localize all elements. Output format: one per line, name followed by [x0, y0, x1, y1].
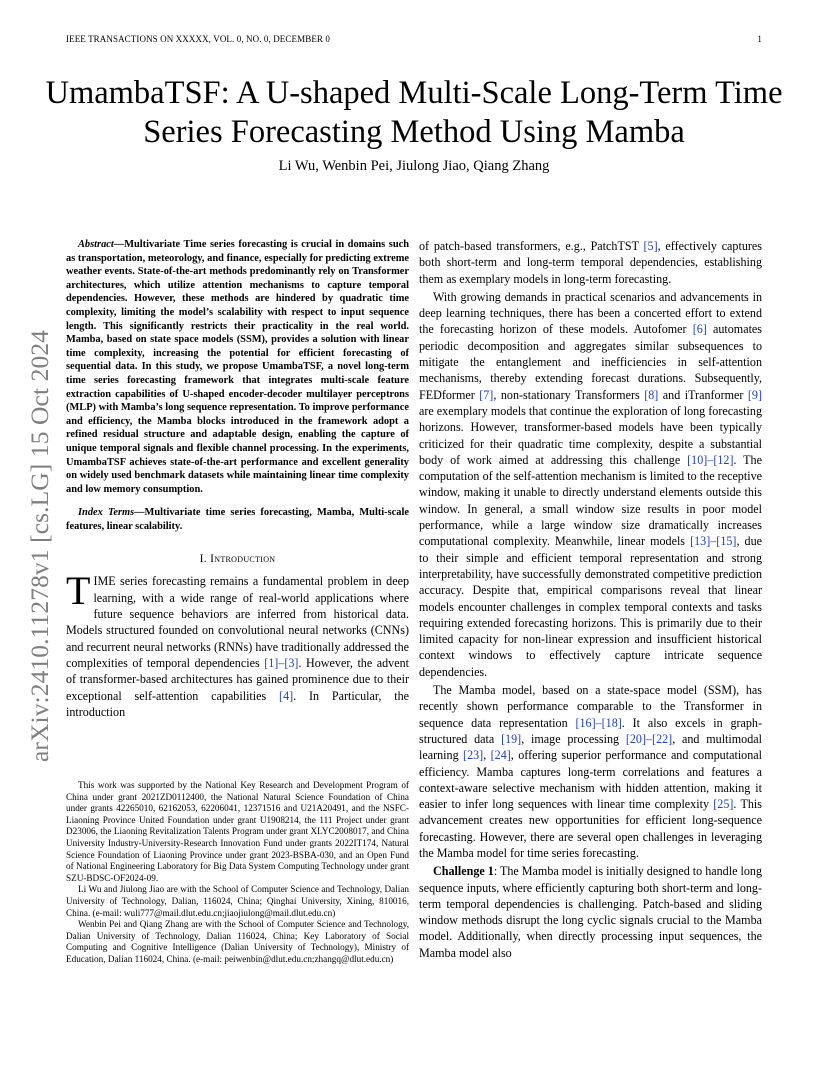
- arxiv-sidebar: arXiv:2410.11278v1 [cs.LG] 15 Oct 2024: [25, 329, 54, 762]
- right-column: [419, 238, 762, 963]
- abstract-lead: Abstract: [78, 239, 114, 250]
- section-numeral: I.: [199, 553, 207, 566]
- left-column: [66, 238, 409, 720]
- intro-paragraph: [66, 568, 410, 720]
- text-run: automates periodic decomposition and aggregates similar subsequences to mitigate the entanglement and inefficiencies in self-attention mechanisms, thereby extending forecast durations. Subsequently, FEDformer: [419, 322, 762, 402]
- intro-text-start: IME series forecasting remains a fundamental problem in deep learning, with a wide range of real-world applications where future sequence behaviors are inferred from historical data. Models structured founded on convolutional neural networks (CNNs) and recurrent neural networks (RNNs) have traditionally addressed the complexities of temporal dependencies: [66, 574, 409, 670]
- text-run: With growing demands in practical scenarios and advancements in deep learning techniques, there has been a concerted effort to extend the forecasting horizon of these models. Autofomer: [419, 289, 762, 337]
- text-run: and iTranformer: [658, 387, 748, 402]
- footnote-affiliation-1: Li Wu and Jiulong Jiao are with the School of Computer Science and Technology, Dalian University of Technology, Dalian, 116024, China; Qinghai University, Xining, 810016, China. (e-mail: wuli777@mail.dlut.edu.cn;jiaojiulong@mail.dlut.edu.cn): [66, 884, 409, 918]
- text-run: are exemplary models that continue the exploration of long forecasting horizons. However, transformer-based models have been typically criticized for their quadratic time complexity, despite a substantial body of work aimed at addressing this challenge: [419, 403, 762, 467]
- index-terms: [66, 506, 409, 533]
- citation-link[interactable]: [9]: [747, 387, 762, 402]
- page-number: 1: [757, 34, 762, 44]
- text-run: , and multimodal learning: [419, 731, 763, 763]
- right-paragraph-1: [419, 238, 762, 287]
- text-run: The Mamba model, based on a state-space model (SSM), has recently shown performance comparable to the Transformer in sequence data representation: [419, 683, 762, 730]
- text-run: , due to their simple and efficient temporal representation and strong interpretability, have successfully demonstrated competitive prediction accuracy. Despite that, empirical comparisons reveal that linear models encounter challenges in complex temporal contexts and tasks requiring extended forecasting horizons. This is primarily due to their limited capacity for non-linear expression and insufficient historical context windows to effectively capture intricate sequence dependencies.: [419, 534, 762, 679]
- footnotes: [66, 780, 409, 966]
- citation-link[interactable]: [20]–[22]: [625, 731, 673, 746]
- citation-link[interactable]: [16]–[18]: [575, 715, 622, 730]
- citation-link[interactable]: [4]: [279, 688, 294, 703]
- abstract: [66, 238, 409, 496]
- text-run: , image processing: [521, 731, 626, 746]
- section-title: Introduction: [210, 553, 276, 566]
- citation-link[interactable]: [23]: [463, 748, 484, 763]
- citation-link[interactable]: [1]–[3]: [264, 655, 299, 670]
- index-terms-lead: Index Terms: [78, 507, 135, 519]
- text-run: . It also excels in graph-structured data: [419, 715, 763, 746]
- right-paragraph-3: [419, 682, 762, 861]
- citation-link[interactable]: [5]: [643, 239, 658, 253]
- section-heading-introduction: [66, 553, 409, 565]
- intro-text-end: . In Particular, the introduction: [66, 688, 410, 719]
- journal-line: IEEE TRANSACTIONS ON XXXXX, VOL. 0, NO. 0, DECEMBER 0: [66, 34, 330, 44]
- text-run: : The Mamba model is initially designed to handle long sequence inputs, where efficiently capturing both short-term and long-term temporal dependencies is challenging. Patch-based and sliding window methods disrupt the long cyclic signals crucial to the Mamba model. Additionally, when directly processing input sequences, the Mamba model also: [419, 864, 762, 960]
- citation-link[interactable]: [13]–[15]: [690, 534, 737, 549]
- text-run: . The computation of the self-attention mechanism is limited to the receptive window, making it unable to directly understand elements outside this window. In general, a small window size results in poor model performance, while a large window size dramatically increases computational complexity. Meanwhile, linear models: [419, 452, 762, 549]
- text-run: , non-stationary Transformers: [493, 387, 645, 402]
- right-paragraph-4: [419, 863, 762, 961]
- text-run: , effectively captures both short-term and long-term temporal dependencies, establishing them as exemplary models in long-term forecasting.: [419, 239, 762, 286]
- citation-link[interactable]: [25]: [713, 797, 734, 812]
- challenge-lead: Challenge 1: [433, 864, 494, 879]
- paper-title: UmambaTSF: A U-shaped Multi-Scale Long-Term Time Series Forecasting Method Using Mamba: [45, 75, 783, 150]
- citation-link[interactable]: [8]: [644, 387, 659, 402]
- footnote-affiliation-2: Wenbin Pei and Qiang Zhang are with the School of Computer Science and Technology, Dalian University of Technology, Dalian 116024, China; Key Laboratory of Social Computing and Cognitive Intelligence (Dalian University of Technology), Ministry of Education, Dalian 116024, China. (e-mail: peiwenbin@dlut.edu.cn;zhangq@dlut.edu.cn): [66, 919, 409, 964]
- author-list: Li Wu, Wenbin Pei, Jiulong Jiao, Qiang Zhang: [278, 158, 550, 174]
- dropcap-letter: T: [66, 568, 91, 614]
- text-run: , offering superior performance and computational efficiency. Mamba captures long-term correlations and features a context-aware selective mechanism with hidden attention, making it easier to infer long sequences with linear time complexity: [419, 748, 762, 812]
- citation-link[interactable]: [7]: [479, 387, 494, 402]
- citation-link[interactable]: [10]–[12]: [687, 452, 734, 467]
- citation-link[interactable]: [24]: [490, 748, 511, 763]
- text-run: ,: [483, 748, 491, 763]
- index-terms-text: —Multivariate time series forecasting, Mamba, Multi-scale features, linear scalability.: [66, 507, 409, 532]
- right-paragraph-2: [419, 289, 762, 680]
- running-header: [66, 34, 762, 44]
- abstract-text: —Multivariate Time series forecasting is crucial in domains such as transportation, meteorology, and finance, especially for predicting extreme weather events. State-of-the-art methods predominantly rely on Transformer architectures, which utilize attention mechanisms to capture temporal dependencies. However, these methods are hindered by quadratic time complexity, limiting the model’s scalability with respect to input sequence length. This significantly restricts their practicality in the real world. Mamba, based on state space models (SSM), provides a solution with linear time complexity, increasing the potential for efficient forecasting of sequential data. In this study, we propose UmambaTSF, a novel long-term time series forecasting framework that integrates multi-scale feature extraction capabilities of U-shaped encoder-decoder multilayer perceptrons (MLP) with Mamba’s long sequence representation. To improve performance and efficiency, the Mamba blocks introduced in the framework adopt a refined residual structure and adaptable design, enabling the capture of unique temporal signals and flexible channel processing. In the experiments, UmambaTSF achieves state-of-the-art performance and excellent generality on widely used benchmark datasets while maintaining linear time complexity and low memory consumption.: [66, 239, 409, 495]
- citation-link[interactable]: [19]: [501, 731, 522, 746]
- citation-link[interactable]: [6]: [692, 322, 707, 337]
- intro-text-mid: . However, the advent of transformer-based architectures has gained prominence due to their exceptional self-attention capabilities: [66, 655, 410, 703]
- text-run: of patch-based transformers, e.g., PatchTST: [419, 239, 644, 253]
- footnote-funding: This work was supported by the National Key Research and Development Program of China under grant 2021ZD0112400, the National Natural Science Foundation of China under grants 42265010, 62162053, 62206041, 12371516 and U21A20491, and the NSFC-Liaoning Province United Foundation under grant U1908214, the 111 Project under grant D23006, the Liaoning Revitalization Talents Program under grant XLYC2008017, and China University Industry-University-Research Innovation Fund under grants 2022IT174, Natural Science Foundation of Liaoning Province under grant 2023-BSBA-030, and an Open Fund of National Engineering Laboratory for Big Data System Computing Technology under grant SZU-BDSC-OF2024-09.: [66, 780, 409, 883]
- text-run: . This advancement creates new opportunities for efficient long-sequence forecasting. However, there are several open challenges in leveraging the Mamba model for time series forecasting.: [419, 797, 762, 860]
